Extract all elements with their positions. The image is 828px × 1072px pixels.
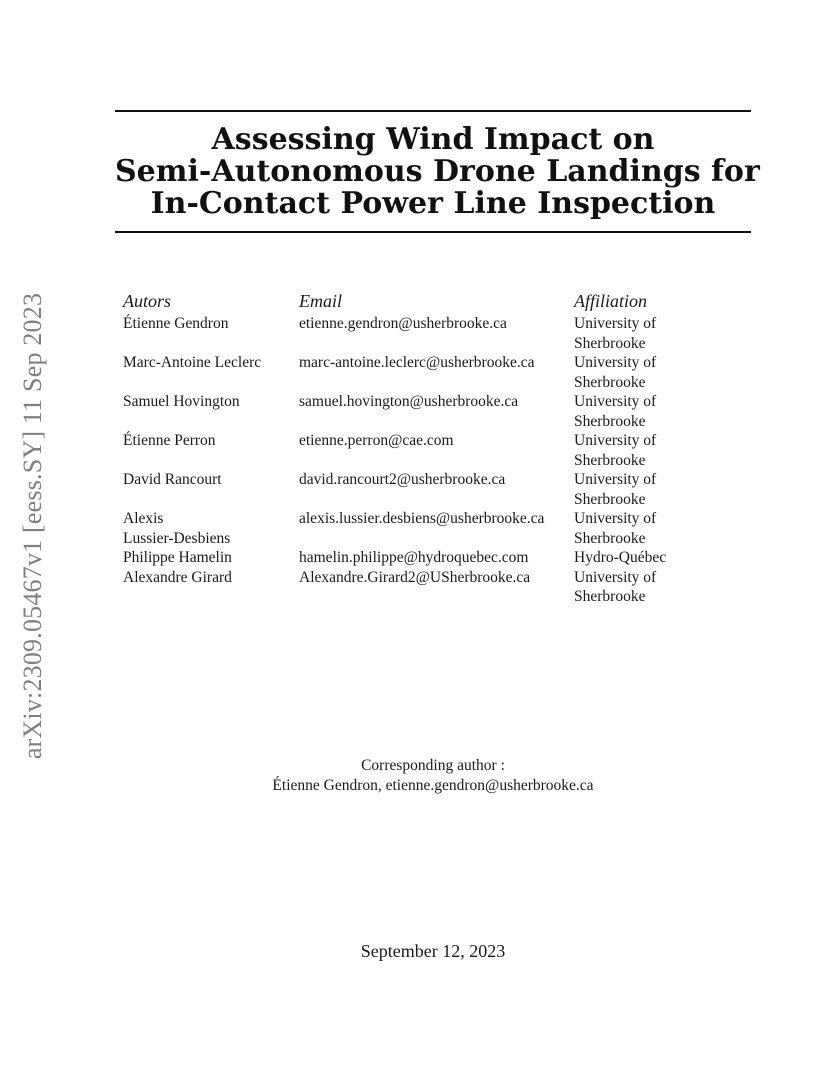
author-email: hamelin.philippe@hydroquebec.com xyxy=(299,549,529,566)
table-row xyxy=(120,568,674,607)
author-email: marc-antoine.leclerc@usherbrooke.ca xyxy=(299,354,535,371)
author-name xyxy=(120,470,296,509)
author-affiliation-line: Hydro-Québec xyxy=(574,549,667,566)
arxiv-identifier-stamp xyxy=(12,280,54,772)
title-line-1: Assessing Wind Impact on xyxy=(211,122,655,157)
header-affiliation: Affiliation xyxy=(574,291,648,311)
author-name-line: Alexis xyxy=(123,510,164,527)
author-name xyxy=(120,548,296,568)
author-affiliation-line: Sherbrooke xyxy=(574,412,646,430)
author-affiliation-line: Sherbrooke xyxy=(574,451,646,469)
paper-title xyxy=(115,122,760,221)
author-name-line: Étienne Gendron xyxy=(123,315,229,332)
table-row xyxy=(120,314,674,353)
author-affiliation xyxy=(571,548,674,568)
author-name xyxy=(120,353,296,392)
title-line-3: In-Contact Power Line Inspection xyxy=(150,186,716,221)
author-name xyxy=(120,568,296,607)
author-name xyxy=(120,392,296,431)
author-affiliation-line: University of xyxy=(574,354,657,371)
author-affiliation xyxy=(571,568,674,607)
author-name-line: David Rancourt xyxy=(123,471,222,488)
author-affiliation-line: Sherbrooke xyxy=(574,373,646,391)
title-line-2: Semi-Autonomous Drone Landings for xyxy=(115,154,760,189)
table-row xyxy=(120,509,674,548)
author-affiliation-line: University of xyxy=(574,510,657,527)
author-affiliation xyxy=(571,392,674,431)
arxiv-identifier-text: arXiv:2309.05467v1 [eess.SY] 11 Sep 2023 xyxy=(18,292,47,760)
corresponding-author-value: Étienne Gendron, etienne.gendron@usherbrooke.ca xyxy=(272,777,594,794)
title-top-rule xyxy=(115,110,751,112)
author-affiliation-line: University of xyxy=(574,393,657,410)
author-name-line: Alexandre Girard xyxy=(123,568,232,586)
author-affiliation-line: University of xyxy=(574,315,657,332)
author-affiliation xyxy=(571,509,674,548)
title-bottom-rule xyxy=(115,231,751,233)
author-affiliation xyxy=(571,431,674,470)
author-affiliation xyxy=(571,470,674,509)
author-email: samuel.hovington@usherbrooke.ca xyxy=(299,393,519,410)
table-row xyxy=(120,470,674,509)
author-name xyxy=(120,314,296,353)
authors-table-body xyxy=(120,314,674,607)
author-affiliation xyxy=(571,314,674,353)
author-email: etienne.perron@cae.com xyxy=(299,432,454,449)
author-email: Alexandre.Girard2@USherbrooke.ca xyxy=(299,568,531,586)
author-name-line: Marc-Antoine Leclerc xyxy=(123,354,262,371)
corresponding-author-label: Corresponding author : xyxy=(361,757,505,774)
author-name xyxy=(120,431,296,470)
author-affiliation-line: University of xyxy=(574,432,657,449)
author-name-line: Lussier-Desbiens xyxy=(123,529,231,547)
author-affiliation-line: Sherbrooke xyxy=(574,529,646,547)
table-row xyxy=(120,431,674,470)
header-authors: Autors xyxy=(123,291,172,311)
table-row xyxy=(120,392,674,431)
author-email: alexis.lussier.desbiens@usherbrooke.ca xyxy=(299,510,545,527)
author-affiliation-line: Sherbrooke xyxy=(574,334,646,352)
author-affiliation-line: University of xyxy=(574,471,657,488)
authors-table-header xyxy=(120,290,674,314)
author-name-line: Étienne Perron xyxy=(123,432,216,449)
author-email: david.rancourt2@usherbrooke.ca xyxy=(299,471,506,488)
authors-table xyxy=(120,290,674,607)
header-email: Email xyxy=(299,291,342,311)
author-affiliation-line: Sherbrooke xyxy=(574,490,646,508)
author-name xyxy=(120,509,296,548)
author-affiliation-line: University of xyxy=(574,568,657,586)
author-name-line: Philippe Hamelin xyxy=(123,549,232,566)
author-affiliation-line: Sherbrooke xyxy=(574,588,646,605)
author-email: etienne.gendron@usherbrooke.ca xyxy=(299,315,507,332)
table-row xyxy=(120,548,674,568)
author-affiliation xyxy=(571,353,674,392)
table-row xyxy=(120,353,674,392)
corresponding-author xyxy=(115,756,751,796)
author-name-line: Samuel Hovington xyxy=(123,393,240,410)
publication-date: September 12, 2023 xyxy=(360,941,506,961)
